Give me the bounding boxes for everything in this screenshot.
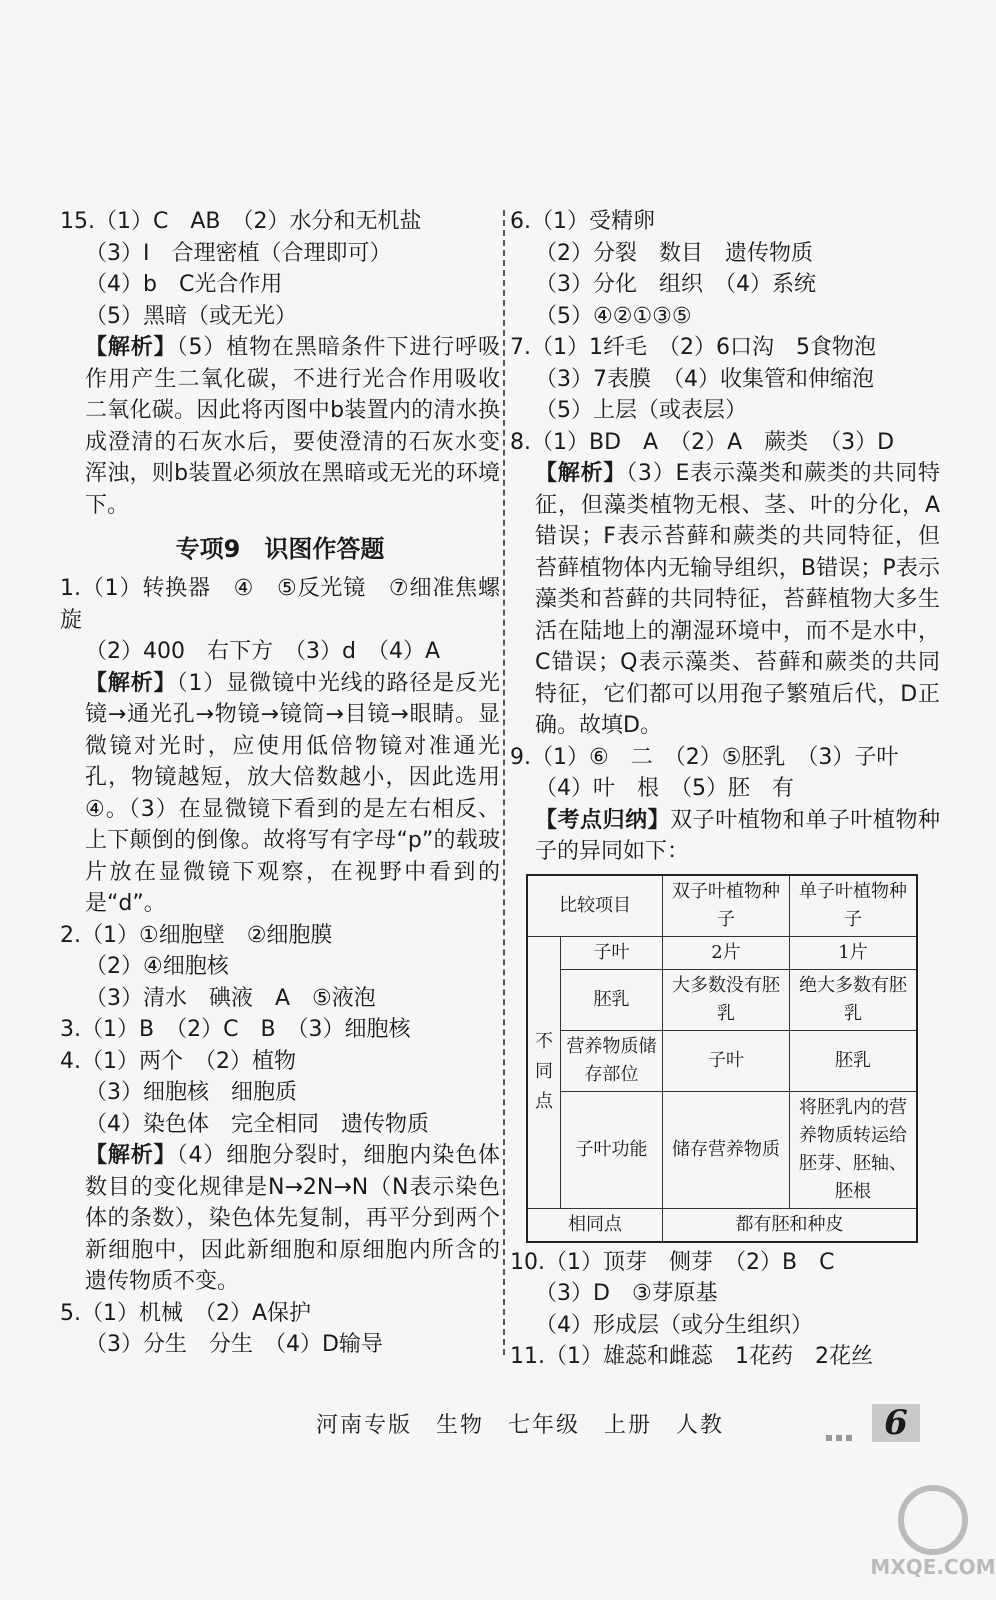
right-column [510,206,940,1373]
q5-line2: （3）分生 分生 （4）D输导 [85,1332,383,1357]
table-cell: 将胚乳内的营养物质转运给胚芽、胚轴、胚根 [790,1091,918,1208]
q7-line2: （3）7表膜 （4）收集管和伸缩泡 [535,366,874,392]
table-header-row [527,875,917,937]
seed-comparison-table [526,874,918,1243]
question-6 [510,206,940,332]
table-diff-label: 不同点 [527,936,561,1208]
analysis-tag: 【解析】 [535,461,627,486]
analysis-tag: 【解析】 [85,1143,177,1168]
question-5 [60,1298,500,1361]
summary-text: 双子叶植物和单子叶植物种子的异同如下： [535,807,940,864]
table-cell: 子叶 [561,936,663,969]
question-11 [510,1341,940,1373]
q10-line1: 10.（1）顶芽 侧芽 （2）B C [510,1249,835,1275]
column-divider [503,210,505,1355]
q10-line2: （3）D ③芽原基 [535,1281,718,1306]
q9-line1: 9.（1）⑥ 二 （2）⑤胚乳 （3）子叶 [510,744,899,770]
q1-analysis [60,668,500,920]
q6-line3: （3）分化 组织 （4）系统 [535,272,816,297]
q15-line3: （4）b C光合作用 [85,272,283,297]
analysis-tag: 【解析】 [85,670,177,696]
q2-line2: （2）④细胞核 [85,954,229,979]
q6-line4: （5）④②①③⑤ [535,303,692,329]
svg-text:MXQE.COM: MXQE.COM [870,1555,996,1579]
analysis-text: （4）细胞分裂时，细胞内染色体数目的变化规律是N→2N→N（N表示染色体的条数），染色体先复制，再平分到两个新细胞中，因此新细胞和原细胞内所含的遗传物质不变。 [85,1143,500,1294]
table-row [527,1208,917,1242]
analysis-text: （1）显微镜中光线的路径是反光镜→通光孔→物镜→镜筒→目镜→眼睛。显微镜对光时，应使用低倍物镜对准通光孔，物镜越短，放大倍数越小，因此选用④。（3）在显微镜下看到的是左右相反、上下颠倒的倒像。故将写有字母“p”的载玻片放在显微镜下观察，在视野中看到的是“d”。 [85,670,500,916]
table-cell: 绝大多数有胚乳 [790,969,918,1030]
table-cell: 子叶 [663,1030,790,1091]
q4-line2: （3）细胞核 细胞质 [85,1080,297,1105]
q4-line3: （4）染色体 完全相同 遗传物质 [85,1111,429,1137]
footer-text: 河南专版 生物 七年级 上册 人教 [316,1413,725,1438]
question-2 [60,920,500,1015]
analysis-text: （3）E表示藻类和蕨类的共同特征，但藻类植物无根、茎、叶的分化，A错误；F表示苔藓和蕨类的共同特征，但苔藓植物体内无输导组织，B错误；P表示藻类和苔藓的共同特征，苔藓植物大多生活在陆地上的潮湿环境中，而不是水中，C错误；Q表示藻类、苔藓和蕨类的共同特征，它们都可以用孢子繁殖后代，D正确。故填D。 [535,461,940,738]
table-cell: 营养物质储存部位 [561,1030,663,1091]
q8-analysis [510,458,940,742]
page-footer [0,1404,996,1444]
q7-line3: （5）上层（或表层） [535,398,747,423]
question-7 [510,332,940,427]
section-title: 专项9 识图作答题 [175,535,385,563]
q5-line1: 5.（1）机械 （2）A保护 [60,1300,312,1326]
question-8 [510,427,940,742]
q7-line1: 7.（1）1纤毛 （2）6口沟 5食物泡 [510,335,876,360]
table-row [527,1030,917,1091]
table-cell: 子叶功能 [561,1091,663,1208]
q6-line2: （2）分裂 数目 遗传物质 [535,240,813,266]
q15-line2: （3）Ⅰ 合理密植（合理即可） [85,240,392,266]
table-same-label: 相同点 [527,1208,663,1242]
q3-line1: 3.（1）B （2）C B （3）细胞核 [60,1017,411,1042]
page-number: 6 [872,1404,920,1442]
table-header-item: 比较项目 [527,875,663,937]
q6-line1: 6.（1）受精卵 [510,209,655,234]
table-row [527,1091,917,1208]
table-cell: 胚乳 [561,969,663,1030]
q15-analysis [60,332,500,521]
table-cell: 大多数没有胚乳 [663,969,790,1030]
analysis-text: （5）植物在黑暗条件下进行呼吸作用产生二氧化碳，不进行光合作用吸收二氧化碳。因此将丙图中b装置内的清水换成澄清的石灰水后，要使澄清的石灰水变浑浊，则b装置必须放在黑暗或无光的环境下。 [85,335,500,518]
q15-line4: （5）黑暗（或无光） [85,303,297,329]
question-15 [60,206,500,521]
table-cell: 2片 [663,936,790,969]
table-row [527,936,917,969]
q2-line1: 2.（1）①细胞壁 ②细胞膜 [60,922,333,948]
analysis-tag: 【解析】 [85,335,177,360]
question-9 [510,742,940,1243]
question-4 [60,1046,500,1298]
left-column [60,206,500,1361]
summary-tag: 【考点归纳】 [535,807,671,833]
q1-line2: （2）400 右下方 （3）d （4）A [85,639,440,664]
q8-line1: 8.（1）BD A （2）A 蕨类 （3）D [510,429,895,455]
watermark-logo [870,1472,996,1582]
page-dots-decoration [826,1426,866,1438]
q9-summary [510,805,940,868]
q11-line1: 11.（1）雄蕊和雌蕊 1花药 2花丝 [510,1344,873,1369]
q2-line3: （3）清水 碘液 A ⑤液泡 [85,985,376,1011]
table-row [527,969,917,1030]
q4-line1: 4.（1）两个 （2）植物 [60,1048,296,1074]
q1-line1: 1.（1）转换器 ④ ⑤反光镜 ⑦细准焦螺旋 [60,576,500,633]
table-same-value: 都有胚和种皮 [663,1208,918,1242]
table-cell: 1片 [790,936,918,969]
table-header-dicot: 双子叶植物种子 [663,875,790,937]
table-cell: 储存营养物质 [663,1091,790,1208]
question-3 [60,1014,500,1046]
question-1 [60,573,500,920]
q4-analysis [60,1140,500,1298]
q9-line2: （4）叶 根 （5）胚 有 [535,776,794,801]
question-10 [510,1247,940,1342]
table-header-monocot: 单子叶植物种子 [790,875,918,937]
q15-line1: 15.（1）C AB （2）水分和无机盐 [60,209,422,234]
q10-line3: （4）形成层（或分生组织） [535,1312,813,1338]
table-cell: 胚乳 [790,1030,918,1091]
